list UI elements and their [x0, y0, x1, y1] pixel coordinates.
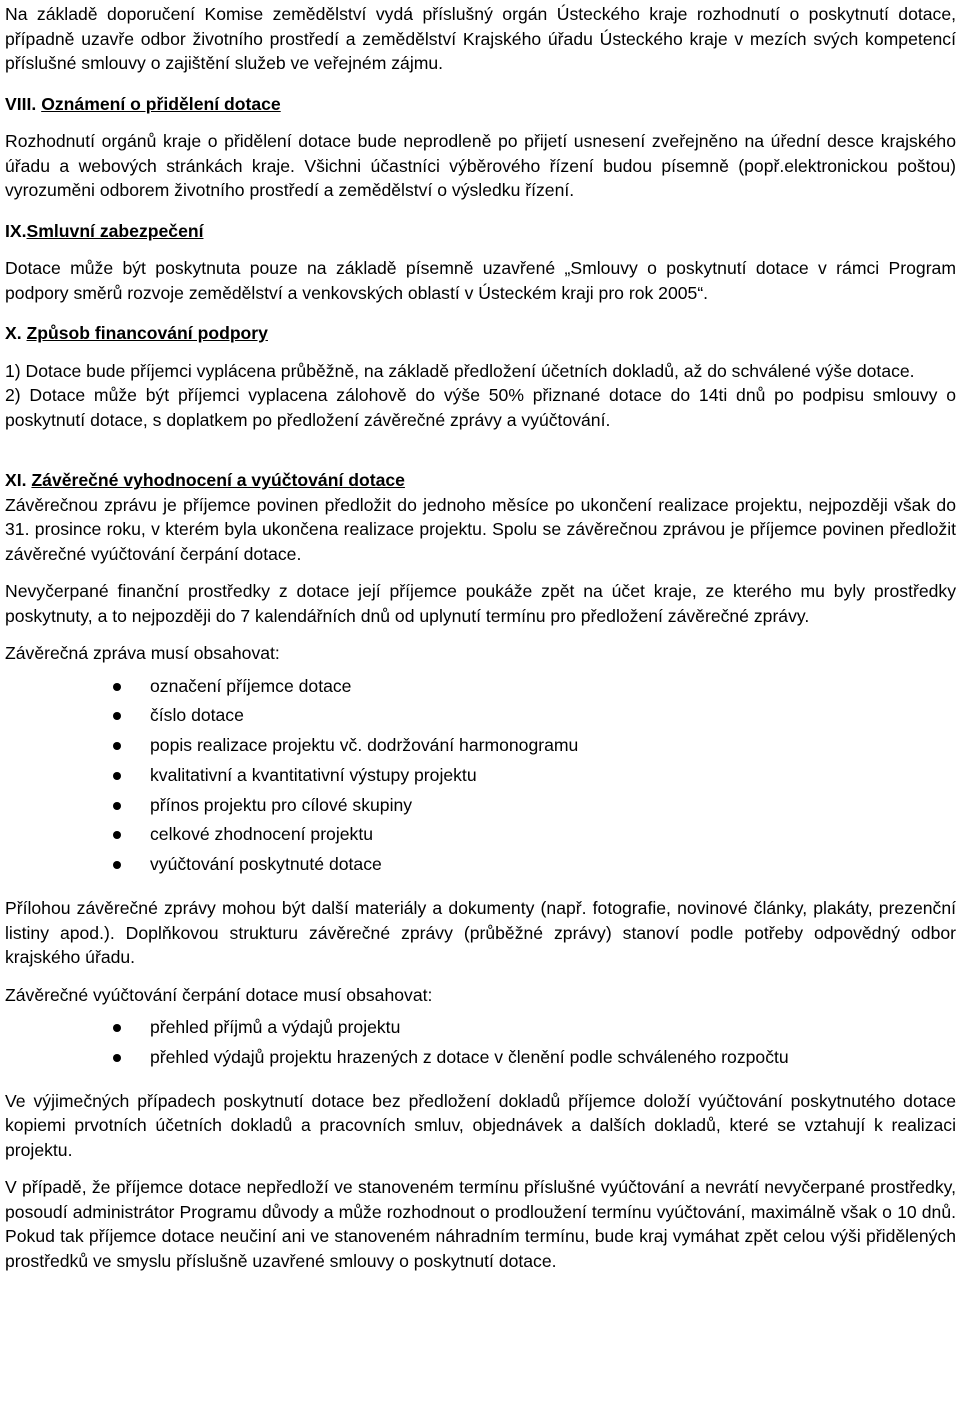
- bullet-icon: [113, 683, 121, 691]
- bullet-icon: [113, 742, 121, 750]
- bullet-icon: [113, 831, 121, 839]
- section-x-title: Způsob financování podpory: [26, 323, 268, 343]
- list-item-text: vyúčtování poskytnuté dotace: [150, 854, 382, 875]
- list-item-text: označení příjemce dotace: [150, 675, 352, 696]
- list-item: [5, 1043, 956, 1073]
- list-item: [5, 791, 956, 821]
- list-item-text: přehled výdajů projektu hrazených z dotace v členění podle schváleného rozpočtu: [150, 1046, 789, 1067]
- list-item-text: kvalitativní a kvantitativní výstupy projektu: [150, 764, 477, 785]
- section-ix-heading: [5, 219, 956, 244]
- intro-paragraph: Na základě doporučení Komise zemědělství vydá příslušný orgán Ústeckého kraje rozhodnutí o poskytnutí dotace, případně uzavře odbor životního prostředí a zemědělství Krajského úřadu Ústeckého kraje v mezích svých kompetencí příslušné smlouvy o zajištění služeb ve veřejném zájmu.: [5, 4, 956, 73]
- list-item: [5, 731, 956, 761]
- bullet-icon: [113, 1024, 121, 1032]
- section-x-item-1: 1) Dotace bude příjemci vyplácena průběžně, na základě předložení účetních dokladů, až do schválené výše dotace.: [5, 360, 915, 381]
- section-x-number: X.: [5, 323, 22, 343]
- section-ix-title: Smluvní zabezpečení: [26, 220, 204, 241]
- section-xi-paragraph-2: Nevyčerpané finanční prostředky z dotace její příjemce poukáže zpět na účet kraje, ze kterého mu byly prostředky poskytnuty, a to nejpozději do 7 kalendářních dnů od uplynutí termínu pro předložení závěrečné zprávy.: [5, 581, 956, 626]
- list-item: [5, 1013, 956, 1043]
- accounting-intro: Závěrečné vyúčtování čerpání dotace musí obsahovat:: [5, 984, 433, 1005]
- accounting-items-list: [5, 1013, 956, 1073]
- bullet-icon: [113, 712, 121, 720]
- section-viii-text: Rozhodnutí orgánů kraje o přidělení dotace bude neprodleně po přijetí usnesení zveřejněno na úřední desce krajského úřadu a webových stránkách kraje. Všichni účastníci výběrového řízení budou písemně (popř.elektronickou poštou) vyrozuměni odborem životního prostředí a zemědělství o výsledku řízení.: [5, 131, 956, 200]
- section-viii-title: Oznámení o přidělení dotace: [41, 93, 281, 114]
- list-item-text: přínos projektu pro cílové skupiny: [150, 794, 413, 815]
- section-x-item-2: 2) Dotace může být příjemci vyplacena zálohově do výše 50% přiznané dotace do 14ti dnů po podpisu smlouvy o poskytnutí dotace, s doplatkem po předložení závěrečné zprávy a vyúčtování.: [5, 385, 956, 430]
- section-x-heading: [5, 321, 956, 346]
- bullet-icon: [113, 772, 121, 780]
- bullet-icon: [113, 802, 121, 810]
- list-item-text: popis realizace projektu vč. dodržování harmonogramu: [150, 735, 579, 756]
- list-item: [5, 701, 956, 731]
- section-xi-paragraph-4: Ve výjimečných případech poskytnutí dotace bez předložení dokladů příjemce doloží vyúčtování poskytnutého dotace kopiemi prvotních účetních dokladů a pracovních smluv, objednávek a dalších dokladů, které se vztahují k realizaci projektu.: [5, 1090, 956, 1160]
- bullet-icon: [113, 861, 121, 869]
- list-item: [5, 850, 956, 880]
- list-item-text: číslo dotace: [150, 705, 244, 726]
- section-xi-number: XI.: [5, 470, 27, 490]
- section-viii: [5, 92, 956, 203]
- list-item: [5, 820, 956, 850]
- section-xi-title: Závěrečné vyhodnocení a vyúčtování dotace: [31, 470, 405, 490]
- report-intro: Závěrečná zpráva musí obsahovat:: [5, 643, 280, 663]
- section-xi-paragraph-3: Přílohou závěrečné zprávy mohou být další materiály a dokumenty (např. fotografie, novinové články, plakáty, prezenční listiny apod.). Doplňkovou strukturu závěrečné zprávy (průběžné zprávy) stanoví podle potřeby odpovědný odbor krajského úřadu.: [5, 898, 956, 968]
- section-viii-number: VIII.: [5, 93, 37, 114]
- list-item-text: přehled příjmů a výdajů projektu: [150, 1017, 401, 1038]
- list-item: [5, 761, 956, 791]
- section-ix: [5, 219, 956, 306]
- section-viii-heading: [5, 92, 956, 117]
- section-x: [5, 321, 956, 432]
- section-ix-number: IX.: [5, 220, 27, 241]
- section-xi: [5, 468, 956, 1273]
- section-ix-text: Dotace může být poskytnuta pouze na základě písemně uzavřené „Smlouvy o poskytnutí dotace v rámci Program podpory směrů rozvoje zemědělství a venkovských oblastí v Ústeckém kraji pro rok 2005“.: [5, 258, 956, 303]
- section-xi-paragraph-1: Závěrečnou zprávu je příjemce povinen předložit do jednoho měsíce po ukončení realizace projektu, nejpozději však do 31. prosince roku, v kterém byla ukončena realizace projektu. Spolu se závěrečnou zprávou je příjemce povinen předložit závěrečné vyúčtování čerpání dotace.: [5, 494, 956, 564]
- section-xi-paragraph-5: V případě, že příjemce dotace nepředloží ve stanoveném termínu příslušné vyúčtování a nevrátí nevyčerpané prostředky, posoudí administrátor Programu důvody a může rozhodnout o prodloužení termínu vyúčtování, maximálně však o 10 dnů. Pokud tak příjemce dotace neučiní ani ve stanoveném náhradním termínu, bude kraj vymáhat zpět celou výši přidělených prostředků ve smyslu příslušně uzavřené smlouvy o poskytnutí dotace.: [5, 1177, 956, 1271]
- section-xi-heading: [5, 468, 956, 493]
- list-item-text: celkové zhodnocení projektu: [150, 824, 373, 845]
- bullet-icon: [113, 1054, 121, 1062]
- list-item: [5, 672, 956, 702]
- report-items-list: [5, 672, 956, 881]
